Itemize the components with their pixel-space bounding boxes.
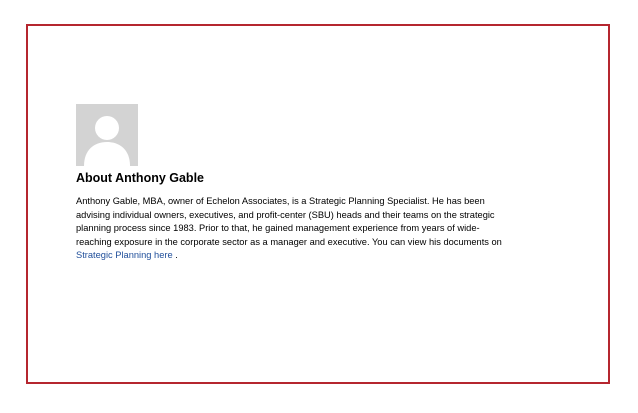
bio-link-line xyxy=(76,249,556,263)
bio-line: planning process since 1983. Prior to that, he gained management experience from years of wide- xyxy=(76,223,480,233)
bio-line: Anthony Gable, MBA, owner of Echelon Associates, is a Strategic Planning Specialist. He has been xyxy=(76,196,485,206)
author-bio xyxy=(76,195,556,263)
bio-line: advising individual owners, executives, and profit-center (SBU) heads and their teams on the strategic xyxy=(76,209,495,220)
default-user-avatar-icon xyxy=(76,104,138,166)
author-avatar xyxy=(76,104,138,166)
strategic-planning-link[interactable]: Strategic Planning here xyxy=(76,250,173,260)
bio-line: reaching exposure in the corporate sector as a manager and executive. You can view his documents on xyxy=(76,236,502,247)
about-heading: About Anthony Gable xyxy=(76,171,204,185)
link-suffix: . xyxy=(172,250,178,260)
